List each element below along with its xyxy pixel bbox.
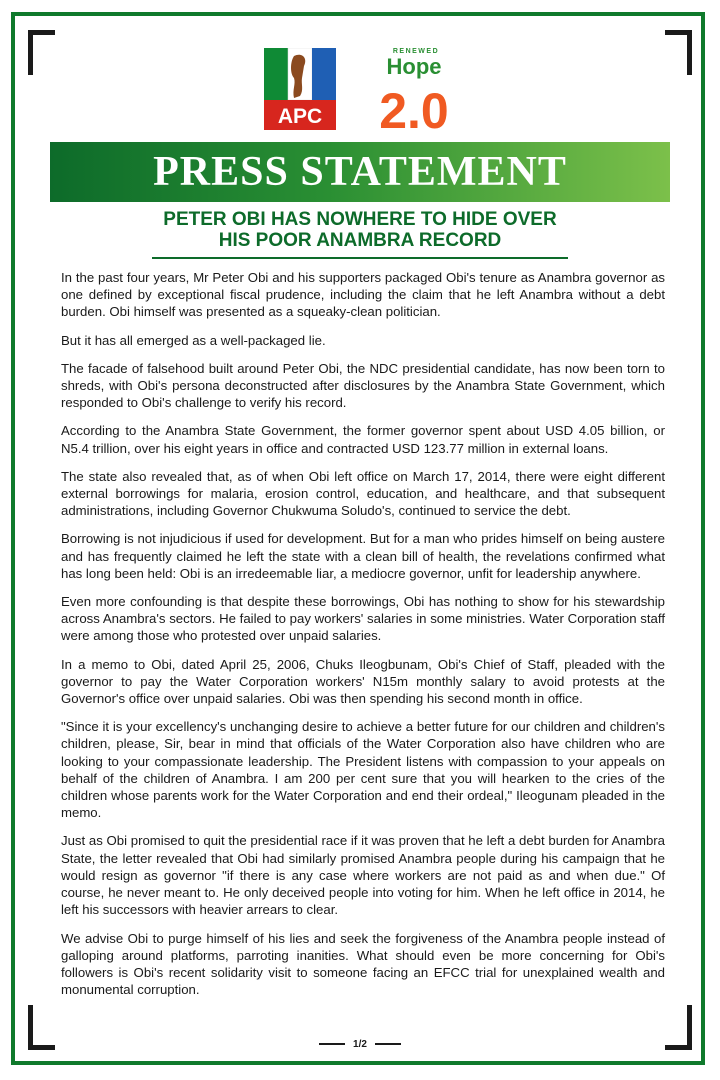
apc-logo (264, 48, 336, 130)
headline-line-1: PETER OBI HAS NOWHERE TO HIDE OVER (163, 209, 557, 230)
statement-body (61, 269, 665, 1009)
page-footer (0, 1037, 720, 1051)
paragraph: In a memo to Obi, dated April 25, 2006, Chuks Ileogbunam, Obi's Chief of Staff, pleaded with the governor to pay the Water Corporation workers' N15m monthly salary to avoid protests at the Governor's office over unpaid salaries. Obi was then spending his second month in office. (61, 656, 665, 707)
paragraph: Borrowing is not injudicious if used for development. But for a man who prides himself on being austere and has frequently claimed he left the state with a clean bill of health, the revelations confirmed what has long been held: Obi is an irredeemable liar, a mediocre governor, unfit for leadership anywhere. (61, 531, 665, 581)
renewed-hope-logo (374, 44, 456, 132)
paragraph: We advise Obi to purge himself of his lies and seek the forgiveness of the Anambra people instead of galloping around platforms, parroting inanities. What should even be more concerning for Obi's followers is Obi's recent solidarity visit to someone facing an EFCC trial for unexplained wealth and monumental corruption. (61, 930, 665, 998)
hope-number-text: 2.0 (379, 83, 449, 132)
apc-text: APC (277, 105, 323, 128)
banner-title: PRESS STATEMENT (153, 149, 567, 195)
footer-rule-left (319, 1043, 345, 1045)
corner-bracket-top-right (665, 30, 692, 75)
hope-word-text: Hope (386, 54, 442, 79)
headline-line-2: HIS POOR ANAMBRA RECORD (218, 230, 502, 251)
headline-underline (152, 257, 568, 259)
paragraph: "Since it is your excellency's unchanging desire to achieve a better future for our children and children's children, please, Sir, bear in mind that officials of the Water Corporation also have children who are looking to your compassionate leadership. The President listens with compassion to your appeals on behalf of the children of Anambra. I am 200 per cent sure that you will hearken to the cries of the children whose parents work for the Water Corporation and end their ordeal," Ileogunam pleaded in the memo. (61, 719, 665, 821)
page-number: 1/2 (353, 1038, 367, 1050)
press-statement-banner (50, 142, 670, 202)
paragraph: According to the Anambra State Government, the former governor spent about USD 4.05 billion, or N5.4 trillion, over his eight years in office and contracted USD 123.77 million in external loans. (61, 423, 665, 456)
hope-top-text: RENEWED (392, 48, 440, 55)
paragraph: The state also revealed that, as of when Obi left office on March 17, 2014, there were eight different external borrowings for malaria, erosion control, education, and healthcare, and that subsequent administrations, including Governor Chukwuma Soludo's, continued to service the debt. (61, 468, 665, 519)
paragraph: Even more confounding is that despite these borrowings, Obi has nothing to show for his stewardship across Anambra's sectors. He failed to pay workers' salaries in some ministries. Water Corporation staff were among those who protested over unpaid salaries. (61, 594, 665, 644)
headline (70, 209, 650, 251)
corner-bracket-top-left (28, 30, 55, 75)
paragraph: Just as Obi promised to quit the presidential race if it was proven that he left a debt burden for Anambra State, the letter revealed that Obi had similarly promised Anambra people during his campaign that he would resign as governor "if there is any case where workers are not paid as and when due." Of course, he never meant to. He only deceived people into voting for him. When he left office in 2014, he left his successors with heavier arrears to clear. (61, 833, 665, 918)
footer-rule-right (375, 1043, 401, 1045)
paragraph: In the past four years, Mr Peter Obi and his supporters packaged Obi's tenure as Anambra governor as one defined by exceptional fiscal prudence, including the claim that he left Anambra without a debt burden. Obi himself was presented as a squeaky-clean politician. (61, 270, 665, 320)
paragraph: But it has all emerged as a well-packaged lie. (61, 332, 326, 348)
paragraph: The facade of falsehood built around Peter Obi, the NDC presidential candidate, has now been torn to shreds, with Obi's persona deconstructed after disclosures by the Anambra State Government, which responded to Obi's challenge to verify his record. (61, 360, 665, 411)
